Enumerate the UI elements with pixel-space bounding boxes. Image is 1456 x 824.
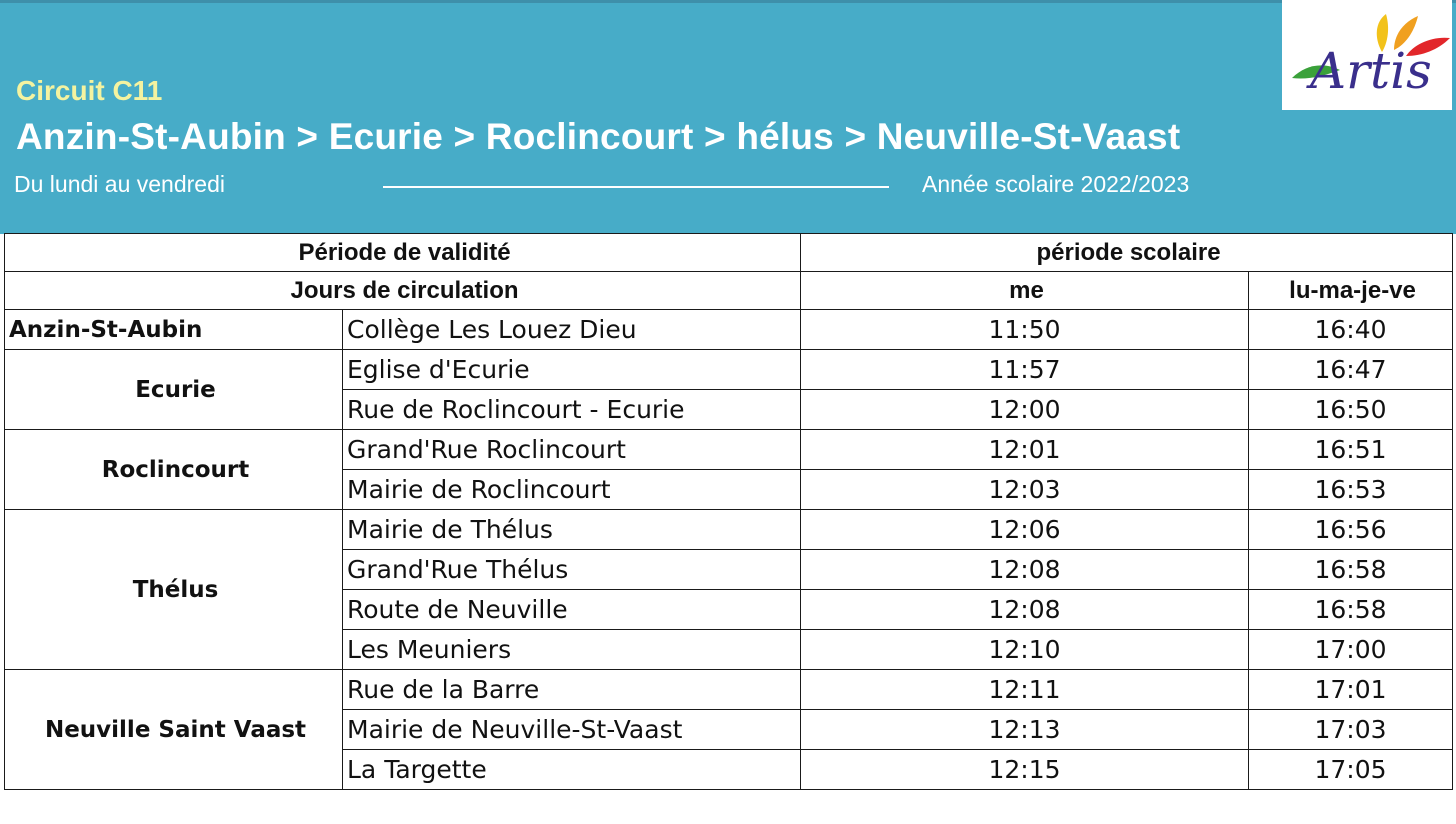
time-me: 12:15: [801, 750, 1249, 790]
stop-name: Grand'Rue Thélus: [343, 550, 801, 590]
stop-name: Mairie de Neuville-St-Vaast: [343, 710, 801, 750]
time-lmjv: 17:03: [1249, 710, 1453, 750]
city-name: Neuville Saint Vaast: [5, 670, 343, 790]
time-me: 11:50: [801, 310, 1249, 350]
circuit-label: Circuit C11: [16, 75, 163, 106]
stop-name: Rue de la Barre: [343, 670, 801, 710]
stop-name: Route de Neuville: [343, 590, 801, 630]
city-name: Anzin-St-Aubin: [5, 310, 343, 350]
time-me: 12:08: [801, 590, 1249, 630]
city-name: Roclincourt: [5, 430, 343, 510]
stop-name: Rue de Roclincourt - Ecurie: [343, 390, 801, 430]
school-year-label: Année scolaire 2022/2023: [922, 171, 1190, 197]
time-lmjv: 16:56: [1249, 510, 1453, 550]
route-title: Anzin-St-Aubin > Ecurie > Roclincourt > hélus > Neuville-St-Vaast: [16, 116, 1181, 157]
col-header-me: me: [801, 272, 1249, 310]
time-lmjv: 16:53: [1249, 470, 1453, 510]
time-me: 12:11: [801, 670, 1249, 710]
stop-name: Les Meuniers: [343, 630, 801, 670]
time-lmjv: 16:58: [1249, 590, 1453, 630]
validity-value: période scolaire: [801, 234, 1453, 272]
time-me: 12:01: [801, 430, 1249, 470]
time-me: 12:13: [801, 710, 1249, 750]
time-lmjv: 17:00: [1249, 630, 1453, 670]
validity-label: Période de validité: [5, 234, 801, 272]
time-me: 11:57: [801, 350, 1249, 390]
stop-name: Mairie de Thélus: [343, 510, 801, 550]
time-lmjv: 16:47: [1249, 350, 1453, 390]
time-me: 12:10: [801, 630, 1249, 670]
stop-name: Mairie de Roclincourt: [343, 470, 801, 510]
stop-name: La Targette: [343, 750, 801, 790]
time-lmjv: 16:51: [1249, 430, 1453, 470]
time-lmjv: 17:01: [1249, 670, 1453, 710]
stop-name: Collège Les Louez Dieu: [343, 310, 801, 350]
stop-name: Eglise d'Ecurie: [343, 350, 801, 390]
table-row: [5, 510, 1453, 550]
table-row: [5, 350, 1453, 390]
time-me: 12:03: [801, 470, 1249, 510]
days-label: Du lundi au vendredi: [14, 171, 225, 197]
validity-row: [5, 234, 1453, 272]
city-name: Ecurie: [5, 350, 343, 430]
col-header-lmjv: lu-ma-je-ve: [1249, 272, 1453, 310]
time-lmjv: 16:58: [1249, 550, 1453, 590]
svg-text:Artis: Artis: [1310, 42, 1432, 100]
timetable: [4, 233, 1453, 790]
days-circulation-label: Jours de circulation: [5, 272, 801, 310]
stop-name: Grand'Rue Roclincourt: [343, 430, 801, 470]
table-row: [5, 310, 1453, 350]
time-lmjv: 17:05: [1249, 750, 1453, 790]
time-me: 12:00: [801, 390, 1249, 430]
artis-logo-icon: [1282, 0, 1452, 110]
time-lmjv: 16:50: [1249, 390, 1453, 430]
artis-logo: [1282, 0, 1452, 110]
days-row: [5, 272, 1453, 310]
table-row: [5, 430, 1453, 470]
time-me: 12:06: [801, 510, 1249, 550]
header-divider: [383, 186, 889, 188]
city-name: Thélus: [5, 510, 343, 670]
table-row: [5, 670, 1453, 710]
time-me: 12:08: [801, 550, 1249, 590]
header-banner: [0, 0, 1456, 234]
time-lmjv: 16:40: [1249, 310, 1453, 350]
